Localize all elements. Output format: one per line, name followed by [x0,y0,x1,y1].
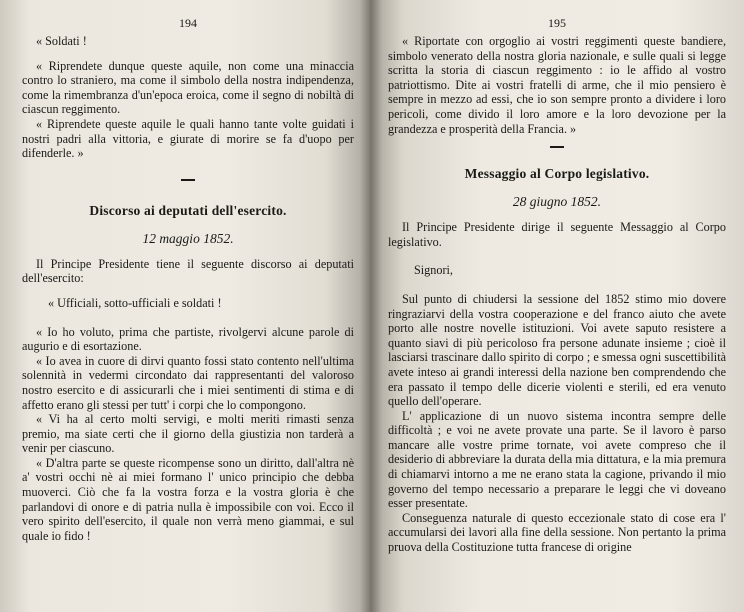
intro-paragraph: Il Principe Presidente tiene il seguente discorso ai deputati dell'esercito: [22,256,354,286]
right-page [370,0,744,612]
section-date: 28 giugno 1852. [512,194,602,210]
salutation: « Ufficiali, sotto-ufficiali e soldati ! [48,295,222,310]
section-divider [550,146,564,148]
section-divider [181,179,195,181]
left-page [0,0,370,612]
page-number: 195 [548,16,566,30]
paragraph: « Riprendete queste aquile le quali hanno tante volte guidati i nostri padri alla vittoria, e giurate di morire se fa d'uopo per difenderle. » [22,116,354,161]
speech-paragraph: « Vi ha al certo molti servigi, e molti meriti rimasti senza premio, ma siate certi che il giorno della giustizia non tarderà a venir per ciascuno. [22,412,354,456]
speech-paragraph: « Io ho voluto, prima che partiste, rivolgervi alcune parole di augurio e di esortazione. [22,324,354,354]
paragraph: « Riprendete dunque queste aquile, non come una minaccia contro lo straniero, ma come il simbolo della nostra indipendenza, come la rimembranza d'un'epoca eroica, come il segno di nobiltà di ciascun reggimento. [22,58,354,117]
intro-paragraph: Il Principe Presidente dirige il seguente Messaggio al Corpo legislativo. [388,220,726,249]
section-heading: Messaggio al Corpo legislativo. [464,166,650,182]
paragraph: « Riportate con orgoglio ai vostri reggimenti queste bandiere, simbolo venerato della nostra gloria nazionale, e sulle quali si legge scritta la storia di ciascun reggimento : io le affido al vostro patriottismo. Dite ai vostri fratelli di arme, che il mio pensiero è sempre in mezzo ad essi, che io son sempre pronto a dividere i loro pericoli, come divido il loro amore e la loro devozione per la grandezza e prosperità della Francia. » [388,34,726,136]
body-paragraph: L' applicazione di un nuovo sistema incontra sempre delle difficoltà ; e voi ne avete provate una parte. Se il lavoro è parso mancare alle vostre prime tornate, voi avete compreso che il desiderio di abbreviare la durata della mia dittatura, e la mia premura di chiamarvi intorno a me ne erano stata la cagione, privando il mio governo del tempo necessario a preparare le leggi che vi doveano esser presentate. [388,408,726,511]
body-paragraph: Conseguenza naturale di questo eccezionale stato di cose era l' accumularsi dei lavori alla fine della sessione. Non pertanto la prima pruova della Costituzione tutta francese di origine [388,510,726,555]
paragraph: « Soldati ! [36,34,87,48]
speech-paragraph: « Io avea in cuore di dirvi quanto fossi stato contento nell'ultima solennità in vedermi circondato dai rappresentanti del valoroso nostro esercito e di assicurarli che i miei sentimenti di stima e di affetto erano gli stessi per tutt' i corpi che lo compongono. [22,353,354,412]
section-date: 12 maggio 1852. [142,230,234,246]
body-paragraph: Sul punto di chiudersi la sessione del 1852 stimo mio dovere ringraziarvi della vostra cooperazione e del franco aiuto che avete porto alle nostre novelle istituzioni. Voi avete saputo resistere a quanto siavi di più pericoloso fra persone adunate insieme ; cioè il lasciarsi trascinare dallo spirito di corpo ; e smessa ogni suscettibilità avete inteso ai grandi interessi della nazione ben comprendendo che era passato il tempo delle dicerie violenti e sterili, ed era venuto quello dell'operare. [388,291,726,409]
speech-paragraph: « D'altra parte se queste ricompense sono un diritto, dall'altra nè a' vostri occhi nè ai miei formano l' unico principio che debba muoverci. Ciò che fa la vostra forza e la vostra gloria è che parlandovi di onore e di patria nulla è impossibile con voi. Ecco il vero spirito dell'esercito, il quale non verrà meno giammai, e sul quale io fido ! [22,455,354,543]
salutation: Signori, [414,263,453,278]
page-number: 194 [179,16,197,30]
section-heading: Discorso ai deputati dell'esercito. [89,202,287,218]
